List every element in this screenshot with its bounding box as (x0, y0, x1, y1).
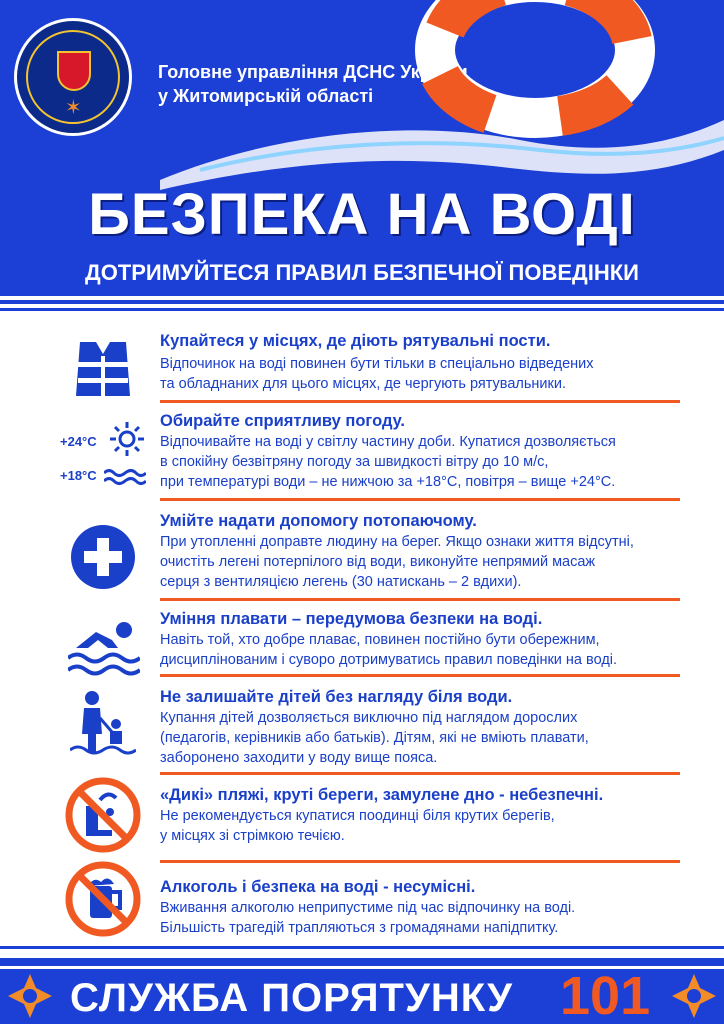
first-aid-cross-icon (70, 524, 136, 590)
no-alcohol-icon (64, 860, 142, 938)
coat-of-arms-icon (57, 51, 91, 91)
adult-child-icon (70, 690, 136, 758)
rescue-service-star-icon (672, 974, 716, 1018)
divider-stripe (0, 946, 724, 949)
dsns-star-icon: ✶ (65, 95, 82, 119)
orange-divider (160, 772, 680, 775)
divider-stripe (0, 300, 724, 304)
rule-heading: «Дикі» пляжі, круті береги, замулене дно - небезпечні. (160, 786, 604, 804)
rule-heading: Умійте надати допомогу потопаючому. (160, 512, 477, 530)
rescue-service-star-icon (8, 974, 52, 1018)
no-diving-icon (64, 776, 142, 854)
footer-service-label: СЛУЖБА ПОРЯТУНКУ (70, 976, 514, 1020)
org-line-2: у Житомирській області (158, 86, 374, 106)
rule-heading: Купайтеся у місцях, де діють рятувальні пости. (160, 332, 551, 350)
header-banner (0, 0, 724, 296)
rule-text: Не рекомендується купатися поодинці біля крутих берегів, у місцях зі стрімкою течією. (160, 808, 555, 844)
orange-divider (160, 498, 680, 501)
page-subtitle: ДОТРИМУЙТЕСЯ ПРАВИЛ БЕЗПЕЧНОЇ ПОВЕДІНКИ (85, 260, 639, 285)
water-temperature: +18°С (60, 468, 97, 483)
life-vest-icon (70, 336, 136, 400)
rule-heading: Не залишайте дітей без нагляду біля води. (160, 688, 513, 706)
swimmer-icon (68, 618, 140, 676)
orange-divider (160, 860, 680, 863)
rule-text: Купання дітей дозволяється виключно під наглядом дорослих (педагогів, керівників або батьків). Дітям, які не вміють плавати, заборонено заходити у воду вище пояса. (160, 710, 589, 766)
footer-banner (0, 958, 724, 1024)
dsns-emblem-logo (14, 18, 132, 136)
orange-divider (160, 400, 680, 403)
rule-text: Відпочинок на воді повинен бути тільки в спеціально відведених та обладнаних для цього місцях, де чергують рятувальники. (160, 356, 594, 392)
rule-heading: Уміння плавати – передумова безпеки на воді. (160, 610, 543, 628)
rule-heading: Обирайте сприятливу погоду. (160, 412, 405, 430)
rule-heading: Алкоголь і безпека на воді - несумісні. (160, 878, 476, 896)
divider-stripe (0, 308, 724, 311)
rule-text: Вживання алкоголю неприпустиме під час відпочинку на воді. Більшість трагедій трапляються з громадянами напідпитку. (160, 900, 576, 936)
org-line-1: Головне управління ДСНС України (158, 62, 468, 82)
air-temperature: +24°С (60, 434, 97, 449)
emergency-number: 101 (560, 966, 651, 1026)
rule-text: При утопленні доправте людину на берег. Якщо ознаки життя відсутні, очистіть легені потерпілого від води, виконуйте непрямий масаж серця з вентиляцією легень (30 натискань – 2 вдихи). (160, 534, 634, 590)
orange-divider (160, 674, 680, 677)
rule-text: Навіть той, хто добре плаває, повинен постійно бути обережним, дисциплінованим і суворо дотримуватись правил поведінки на воді. (160, 632, 618, 668)
orange-divider (160, 598, 680, 601)
water-waves-icon (104, 468, 146, 486)
page-title: БЕЗПЕКА НА ВОДІ (88, 182, 636, 247)
rule-text: Відпочивайте на воді у світлу частину доби. Купатися дозволяється в спокійну безвітряну погоду за швидкості вітру до 10 м/с, при температурі води – не нижчою за +18°С, повітря – вище +24°С. (160, 434, 616, 490)
sun-icon (108, 420, 146, 458)
